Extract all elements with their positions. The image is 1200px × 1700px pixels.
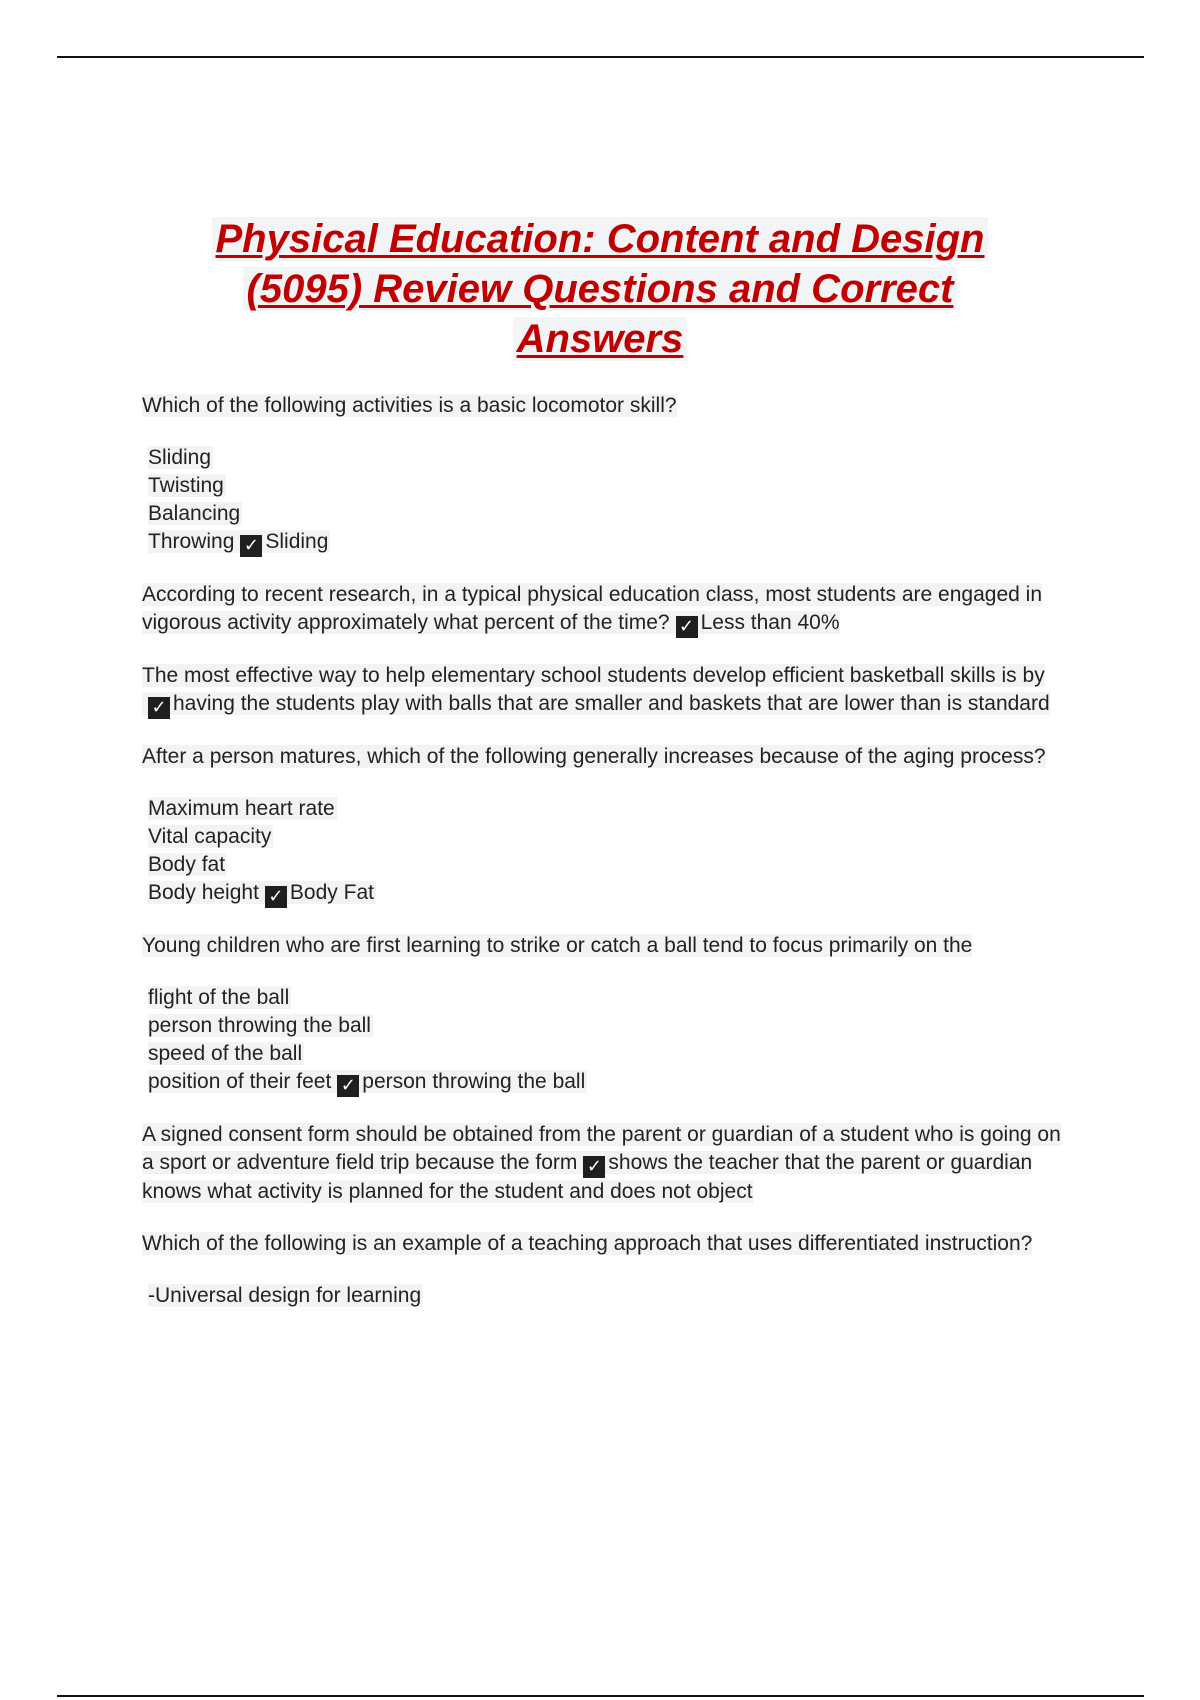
qa-list: [142, 392, 1062, 1334]
option-item: flight of the ball: [148, 986, 290, 1009]
option-item: -Universal design for learning: [148, 1284, 422, 1307]
check-box-icon: ✓: [583, 1156, 605, 1178]
answer-text: shows the teacher that the parent or guardian knows what activity is planned for the student and does not object: [142, 1151, 1033, 1203]
check-box-icon: ✓: [337, 1075, 359, 1097]
option-item: Twisting: [148, 474, 224, 497]
option-item: Vital capacity: [148, 825, 272, 848]
title-line: Physical Education: Content and Design: [212, 217, 989, 261]
option-list: [148, 984, 1062, 1097]
option-item: Balancing: [148, 502, 241, 525]
qa-item: [142, 581, 1062, 638]
answer-text: Less than 40%: [700, 611, 840, 634]
option-item: Sliding: [148, 446, 212, 469]
question-text: According to recent research, in a typical physical education class, most students are engaged in vigorous activity approximately what percent of the time? ✓ Less than 40%: [142, 583, 1042, 637]
qa-item: [142, 1121, 1062, 1206]
answer-text: person throwing the ball: [362, 1070, 586, 1093]
qa-item: [142, 392, 1062, 557]
option-item: position of their feet ✓ person throwing the ball: [148, 1070, 586, 1096]
check-box-icon: ✓: [265, 886, 287, 908]
option-list: [148, 1282, 1062, 1310]
question-text: After a person matures, which of the following generally increases because of the aging process?: [142, 745, 1046, 768]
check-box-icon: ✓: [240, 535, 262, 557]
bottom-rule: [57, 1695, 1144, 1697]
option-item: person throwing the ball: [148, 1014, 371, 1037]
qa-item: [142, 662, 1062, 719]
question-text: Young children who are first learning to strike or catch a ball tend to focus primarily on the: [142, 934, 973, 957]
question-text: The most effective way to help elementary school students develop efficient basketball skills is by✓ having the students play with balls that are smaller and baskets that are lower than is standard: [142, 664, 1050, 718]
title-line: (5095) Review Questions and Correct: [243, 267, 958, 311]
check-box-icon: ✓: [676, 616, 698, 638]
check-box-icon: ✓: [148, 697, 170, 719]
option-item: Throwing ✓ Sliding: [148, 530, 329, 556]
qa-item: [142, 743, 1062, 908]
qa-item: [142, 932, 1062, 1097]
qa-item: [142, 1230, 1062, 1310]
option-list: [148, 444, 1062, 557]
question-text: Which of the following activities is a basic locomotor skill?: [142, 394, 677, 417]
question-text: Which of the following is an example of a teaching approach that uses differentiated instruction?: [142, 1232, 1033, 1255]
option-list: [148, 795, 1062, 908]
top-rule: [57, 56, 1144, 58]
document-title: [160, 214, 1040, 364]
answer-text: Sliding: [265, 530, 329, 553]
option-item: Maximum heart rate: [148, 797, 335, 820]
answer-text: having the students play with balls that are smaller and baskets that are lower than is standard: [173, 692, 1050, 715]
option-item: speed of the ball: [148, 1042, 303, 1065]
question-text: A signed consent form should be obtained from the parent or guardian of a student who is going on a sport or adventure field trip because the form ✓ shows the teacher that the parent or guardian knows what activity is planned for the student and does not object: [142, 1123, 1061, 1203]
title-line: Answers: [513, 317, 688, 361]
answer-text: Body Fat: [289, 881, 374, 904]
option-item: Body fat: [148, 853, 226, 876]
option-item: Body height ✓ Body Fat: [148, 881, 374, 907]
